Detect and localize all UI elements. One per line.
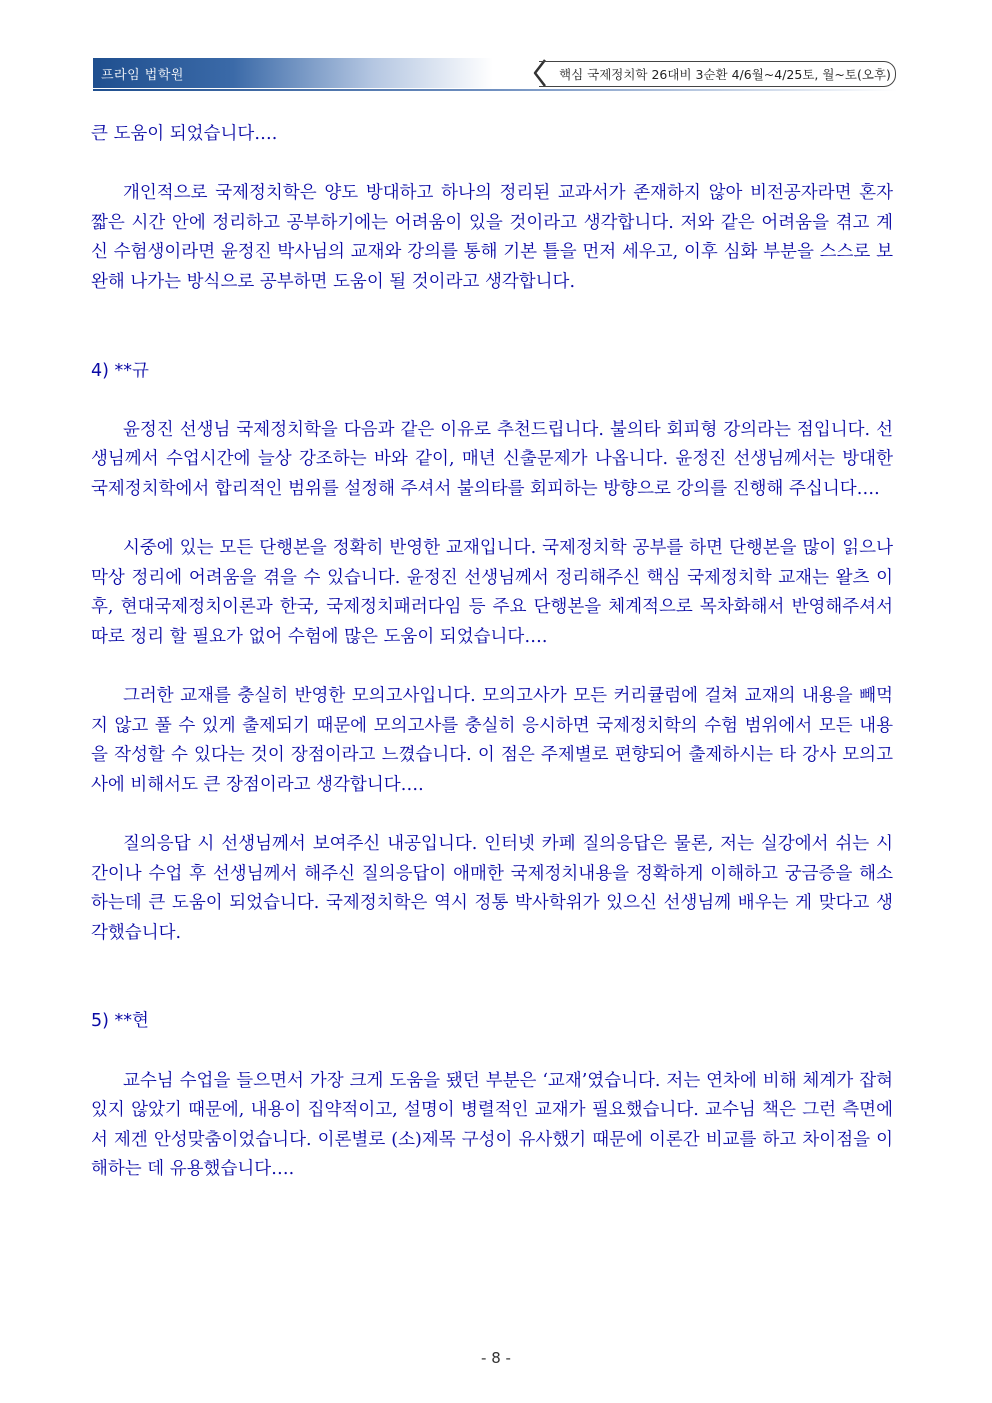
spacer bbox=[91, 505, 893, 535]
paragraph: 질의응답 시 선생님께서 보여주신 내공입니다. 인터넷 카페 질의응답은 물론, 저는 실강에서 쉬는 시간이나 수업 후 선생님께서 해주신 질의응답이 애매한 국제정치내용을 정확하게 이해하고 궁금증을 해소하는데 큰 도움이 되었습니다. 국제정치학은 역시 정통 박사학위가 있으신 선생님께 배우는 게 맞다고 생각했습니다. bbox=[91, 834, 893, 943]
paragraph: 개인적으로 국제정치학은 양도 방대하고 하나의 정리된 교과서가 존재하지 않아 비전공자라면 혼자 짧은 시간 안에 정리하고 공부하기에는 어려움이 있을 것이라고 생각합니다. 저와 같은 어려움을 겪고 계신 수험생이라면 윤정진 박사님의 교재와 강의를 통해 기본 틀을 먼저 세우고, 이후 심화 부분을 스스로 보완해 나가는 방식으로 공부하면 도움이 될 것이라고 생각합니다. bbox=[91, 183, 893, 292]
spacer bbox=[91, 1037, 893, 1067]
intro-line: 큰 도움이 되었습니다…. bbox=[91, 124, 278, 144]
paragraph: 교수님 수업을 들으면서 가장 크게 도움을 됐던 부분은 ‘교재’였습니다. 저는 연차에 비해 체계가 잡혀있지 않았기 때문에, 내용이 집약적이고, 설명이 병렬적인 교재가 필요했습니다. 교수님 책은 그런 측면에서 제겐 안성맞춤이었습니다. 이론별로 (소)제목 구성이 유사했기 때문에 이론간 비교를 하고 차이점을 이해하는 데 유용했습니다…. bbox=[91, 1070, 893, 1180]
paragraph: 윤정진 선생님 국제정치학을 다음과 같은 이유로 추천드립니다. 불의타 회피형 강의라는 점입니다. 선생님께서 수업시간에 늘상 강조하는 바와 같이, 매년 신출문제가 나옵니다. 윤정진 선생님께서는 방대한 국제정치학에서 합리적인 범위를 설정해 주셔서 불의타를 회피하는 방향으로 강의를 진행해 주십니다…. bbox=[91, 419, 893, 499]
spacer bbox=[91, 653, 893, 683]
page-header bbox=[93, 58, 897, 90]
section-heading-4: 4) **규 bbox=[91, 360, 149, 381]
page-number: - 8 - bbox=[481, 1349, 511, 1367]
spacer bbox=[91, 150, 893, 180]
paragraph: 그러한 교재를 충실히 반영한 모의고사입니다. 모의고사가 모든 커리큘럼에 걸쳐 교재의 내용을 빼먹지 않고 풀 수 있게 출제되기 때문에 모의고사를 충실히 응시하면 국제정치학의 수험 범위에서 모든 내용을 작성할 수 있다는 것이 장점이라고 느꼈습니다. 이 점은 주제별로 편향되어 출제하시는 타 강사 모의고사에 비해서도 큰 장점이라고 생각합니다…. bbox=[91, 686, 893, 795]
course-info-label: 핵심 국제정치학 26대비 3순환 4/6월~4/25토, 월~토(오후) bbox=[559, 67, 891, 82]
section-heading-5: 5) **현 bbox=[91, 1011, 149, 1032]
header-divider bbox=[93, 89, 897, 91]
paragraph: 시중에 있는 모든 단행본을 정확히 반영한 교재입니다. 국제정치학 공부를 하면 단행본을 많이 읽으나 막상 정리에 어려움을 겪을 수 있습니다. 윤정진 선생님께서 정리해주신 핵심 국제정치학 교재는 왈츠 이후, 현대국제정치이론과 한국, 국제정치패러다임 등 주요 단행본을 체계적으로 목차화해서 반영해주셔서 따로 정리 할 필요가 없어 수험에 많은 도움이 되었습니다…. bbox=[91, 538, 893, 647]
spacer bbox=[91, 298, 893, 357]
spacer bbox=[91, 386, 893, 416]
brand-banner bbox=[93, 58, 493, 88]
spacer bbox=[91, 800, 893, 830]
document-body bbox=[91, 120, 893, 1185]
brand-label: 프라임 법학원 bbox=[101, 68, 184, 83]
spacer bbox=[91, 948, 893, 1007]
